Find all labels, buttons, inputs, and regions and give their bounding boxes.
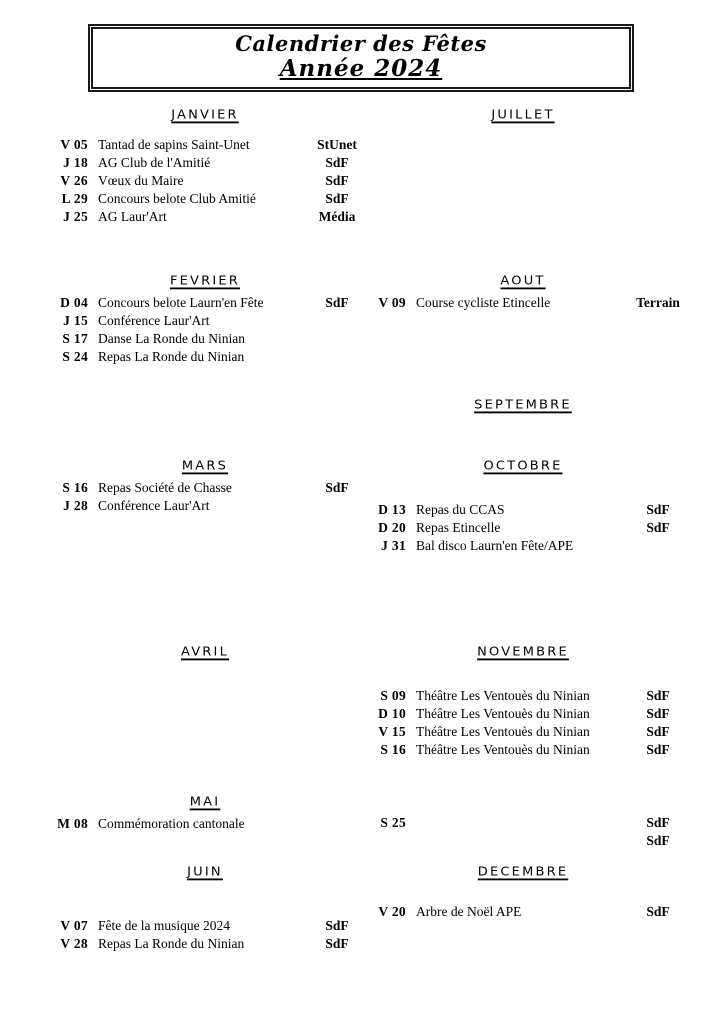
- event-date: J 18: [63, 155, 88, 170]
- event-date: J 15: [63, 313, 88, 328]
- event-venue: SdF: [325, 936, 349, 951]
- event-venue: SdF: [646, 520, 670, 535]
- month-block-aout: [358, 274, 688, 313]
- event-venue: SdF: [646, 904, 670, 919]
- event-venue: Média: [318, 209, 356, 224]
- event-list-janvier: [40, 137, 370, 227]
- event-row: [40, 295, 370, 313]
- event-date: S 25: [380, 815, 406, 830]
- event-venue: SdF: [325, 173, 349, 188]
- event-date: V 20: [378, 904, 406, 919]
- event-row: [358, 904, 688, 922]
- month-heading-septembre: SEPTEMBRE: [474, 398, 572, 413]
- event-row: [40, 313, 370, 331]
- month-heading-mars: MARS: [181, 459, 229, 474]
- event-row: [40, 331, 370, 349]
- month-heading-mai: MAI: [189, 795, 221, 810]
- month-heading-decembre: DECEMBRE: [477, 865, 569, 880]
- event-row: [358, 538, 688, 556]
- event-name: Théâtre Les Ventouès du Ninian: [416, 742, 590, 757]
- event-list-mai: [40, 816, 370, 834]
- event-list-juin: [40, 918, 370, 954]
- event-list-novembre: [358, 688, 688, 760]
- event-row: [358, 706, 688, 724]
- event-venue: StUnet: [317, 137, 357, 152]
- event-row: [358, 688, 688, 706]
- event-date: M 08: [57, 816, 88, 831]
- month-block-mai: [40, 795, 370, 834]
- event-list-fevrier: [40, 295, 370, 367]
- event-row: [40, 191, 370, 209]
- event-name: Bal disco Laurn'en Fête/APE: [416, 538, 574, 553]
- month-heading-novembre: NOVEMBRE: [477, 645, 569, 660]
- event-name: Repas du CCAS: [416, 502, 505, 517]
- event-date: V 07: [60, 918, 88, 933]
- event-row: [40, 480, 370, 498]
- event-date: L 29: [61, 191, 88, 206]
- event-date: D 20: [378, 520, 406, 535]
- event-date: D 13: [378, 502, 406, 517]
- event-name: Course cycliste Etincelle: [416, 295, 551, 310]
- event-name: Concours belote Laurn'en Fête: [98, 295, 264, 310]
- event-row: [358, 742, 688, 760]
- event-date: V 28: [60, 936, 88, 951]
- title-box: [88, 24, 634, 92]
- event-row: [40, 349, 370, 367]
- event-venue: SdF: [646, 724, 670, 739]
- event-venue: SdF: [325, 295, 349, 310]
- event-list-decembre: [358, 904, 688, 922]
- event-name: Repas Etincelle: [416, 520, 501, 535]
- event-venue: SdF: [325, 191, 349, 206]
- event-date: V 15: [378, 724, 406, 739]
- event-name: Conférence Laur'Art: [98, 498, 210, 513]
- event-row: [40, 498, 370, 516]
- event-date: V 05: [60, 137, 88, 152]
- event-row: [40, 155, 370, 173]
- event-name: AG Club de l'Amitié: [98, 155, 211, 170]
- event-date: J 25: [63, 209, 88, 224]
- event-name: Repas Société de Chasse: [98, 480, 232, 495]
- event-list-novembre-extra: [358, 815, 688, 851]
- event-venue: SdF: [325, 918, 349, 933]
- month-heading-juin: JUIN: [187, 865, 223, 880]
- event-date: V 26: [60, 173, 88, 188]
- event-date: D 10: [378, 706, 406, 721]
- event-row: [40, 918, 370, 936]
- month-heading-octobre: OCTOBRE: [483, 459, 563, 474]
- event-row: [358, 724, 688, 742]
- event-row: [358, 815, 688, 833]
- event-name: Fête de la musique 2024: [98, 918, 230, 933]
- event-venue: SdF: [646, 706, 670, 721]
- event-venue: SdF: [646, 742, 670, 757]
- event-venue: SdF: [325, 480, 349, 495]
- month-heading-juillet: JUILLET: [491, 108, 555, 123]
- event-name: Théâtre Les Ventouès du Ninian: [416, 706, 590, 721]
- month-block-septembre: [358, 398, 688, 427]
- event-row: [358, 520, 688, 538]
- event-row: [358, 502, 688, 520]
- event-venue: SdF: [646, 502, 670, 517]
- event-name: Théâtre Les Ventouès du Ninian: [416, 724, 590, 739]
- event-row: [40, 209, 370, 227]
- month-block-decembre: [358, 865, 688, 922]
- event-venue: SdF: [646, 833, 670, 848]
- month-block-avril: [40, 645, 370, 674]
- event-venue: SdF: [325, 155, 349, 170]
- month-heading-avril: AVRIL: [180, 645, 230, 660]
- event-name: Conférence Laur'Art: [98, 313, 210, 328]
- event-row: [40, 173, 370, 191]
- event-date: S 09: [380, 688, 406, 703]
- event-venue: SdF: [646, 815, 670, 830]
- event-name: Repas La Ronde du Ninian: [98, 349, 245, 364]
- month-block-juin: [40, 865, 370, 954]
- event-row: [40, 137, 370, 155]
- page-title-main: Calendrier des Fêtes: [235, 31, 487, 57]
- month-heading-janvier: JANVIER: [171, 108, 239, 123]
- event-name: Repas La Ronde du Ninian: [98, 936, 245, 951]
- event-date: S 24: [62, 349, 88, 364]
- event-name: Commémoration cantonale: [98, 816, 245, 831]
- page-title-year: Année 2024: [279, 55, 443, 83]
- event-name: Concours belote Club Amitié: [98, 191, 256, 206]
- month-block-octobre: [358, 459, 688, 556]
- month-block-fevrier: [40, 274, 370, 367]
- month-block-mars: [40, 459, 370, 516]
- event-venue: SdF: [646, 688, 670, 703]
- event-name: Vœux du Maire: [98, 173, 184, 188]
- event-list-octobre: [358, 502, 688, 556]
- event-date: D 04: [60, 295, 88, 310]
- event-name: Théâtre Les Ventouès du Ninian: [416, 688, 590, 703]
- month-heading-fevrier: FEVRIER: [169, 274, 241, 289]
- event-name: Danse La Ronde du Ninian: [98, 331, 245, 346]
- month-heading-aout: AOUT: [500, 274, 546, 289]
- event-name: Arbre de Noël APE: [416, 904, 522, 919]
- event-date: S 16: [380, 742, 406, 757]
- event-name: Tantad de sapins Saint-Unet: [98, 137, 250, 152]
- month-block-novembre: [358, 645, 688, 760]
- event-row: [40, 816, 370, 834]
- event-list-aout: [358, 295, 688, 313]
- event-venue: Terrain: [636, 295, 680, 310]
- event-row: [40, 936, 370, 954]
- event-list-novembre-extra-block: [358, 815, 688, 851]
- month-block-janvier: [40, 108, 370, 227]
- event-date: S 16: [62, 480, 88, 495]
- event-date: V 09: [378, 295, 406, 310]
- event-list-mars: [40, 480, 370, 516]
- event-row: [358, 295, 688, 313]
- event-name: AG Laur'Art: [98, 209, 167, 224]
- event-date: J 28: [63, 498, 88, 513]
- event-date: J 31: [381, 538, 406, 553]
- event-row: [358, 833, 688, 851]
- event-date: S 17: [62, 331, 88, 346]
- month-block-juillet: [358, 108, 688, 137]
